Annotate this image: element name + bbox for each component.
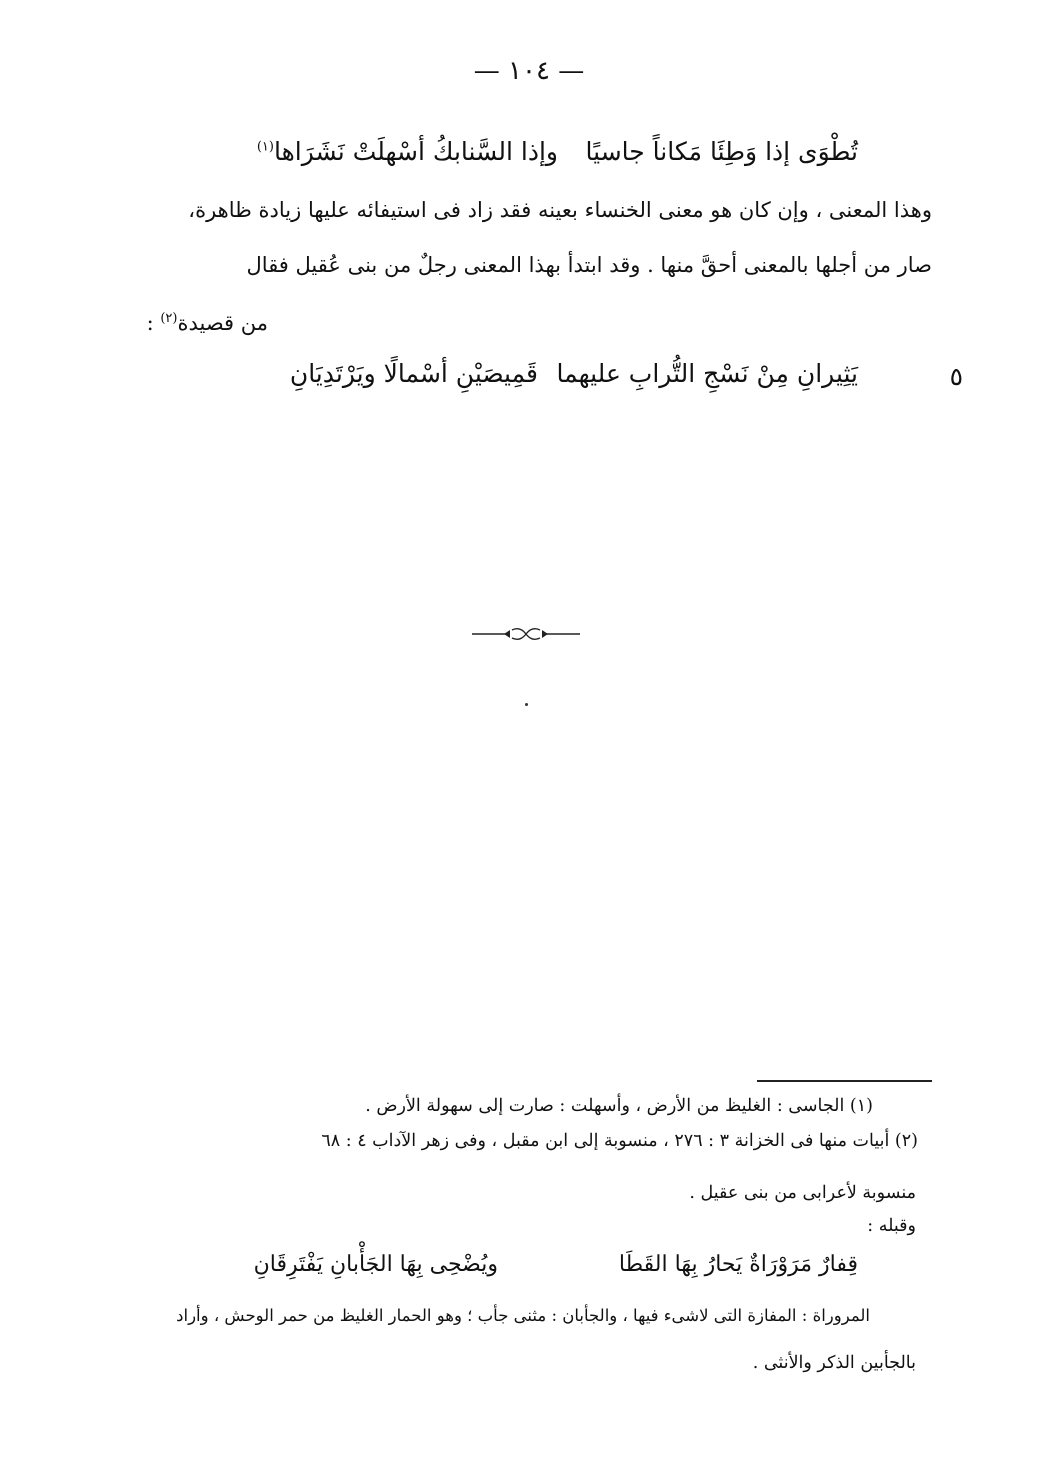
footnote-before-label: وقبله : (867, 1216, 916, 1236)
paragraph-line-3: من قصيدة$^{(٢)}$ : (146, 311, 268, 335)
verse-number: ٥ (949, 362, 963, 391)
footnote-2-line-2: منسوبة لأعرابى من بنى عقيل . (689, 1183, 916, 1203)
footnote-ref-1: (١) (256, 139, 274, 155)
ornamental-separator (470, 624, 582, 644)
paragraph-line-1: وهذا المعنى ، وإن كان هو معنى الخنساء بعينه فقد زاد فى استيفائه عليها زيادة ظاهرة، (188, 198, 932, 222)
footnote-1: (١) الجاسى : الغليظ من الأرض ، وأسهلت : صارت إلى سهولة الأرض . (365, 1096, 873, 1116)
stray-mark (525, 703, 528, 706)
paragraph-line-2: صار من أجلها بالمعنى أحقَّ منها . وقد ابتدأ بهذا المعنى رجلٌ من بنى عُقيل فقال (246, 253, 932, 277)
footnote-verse-right-hemistich: قِفارٌ مَرَوْرَاةٌ يَحارُ بِهَا القَطَا (618, 1252, 858, 1277)
footnote-verse-left-hemistich: ويُضْحِى بِهَا الجَأْبانِ يَفْتَرِقَانِ (253, 1252, 498, 1277)
footnote-ref-2: (٢) (160, 311, 178, 326)
verse-1-right-hemistich: تُطْوَى إذا وَطِئَا مَكاناً جاسيًا (585, 137, 858, 166)
verse-5-left-hemistich: قَمِيصَيْنِ أسْمالًا ويَرْتَدِيَانِ (289, 359, 538, 388)
verse-5-right-hemistich: يَثِيرانِ مِنْ نَسْجِ التُّرابِ عليهما (556, 359, 858, 388)
page-number: — ١٠٤ — (473, 56, 585, 86)
footnote-gloss-line-1: المروراة : المفازة التى لاشىء فيها ، والجأبان : مثنى جأب ؛ وهو الحمار الغليظ من حمر الوحش ، وأراد (176, 1306, 870, 1325)
verse-1-left-hemistich: وإذا السَّنابكُ أسْهلَتْ نَشَرَاها$^{(١)}$ (256, 137, 558, 166)
footnote-rule (757, 1080, 932, 1082)
footnote-2-line-1: (٢) أبيات منها فى الخزانة ٣ : ٢٧٦ ، منسوبة إلى ابن مقبل ، وفى زهر الآداب ٤ : ٦٨ (321, 1131, 918, 1151)
footnote-gloss-line-2: بالجأبين الذكر والأنثى . (752, 1353, 916, 1373)
